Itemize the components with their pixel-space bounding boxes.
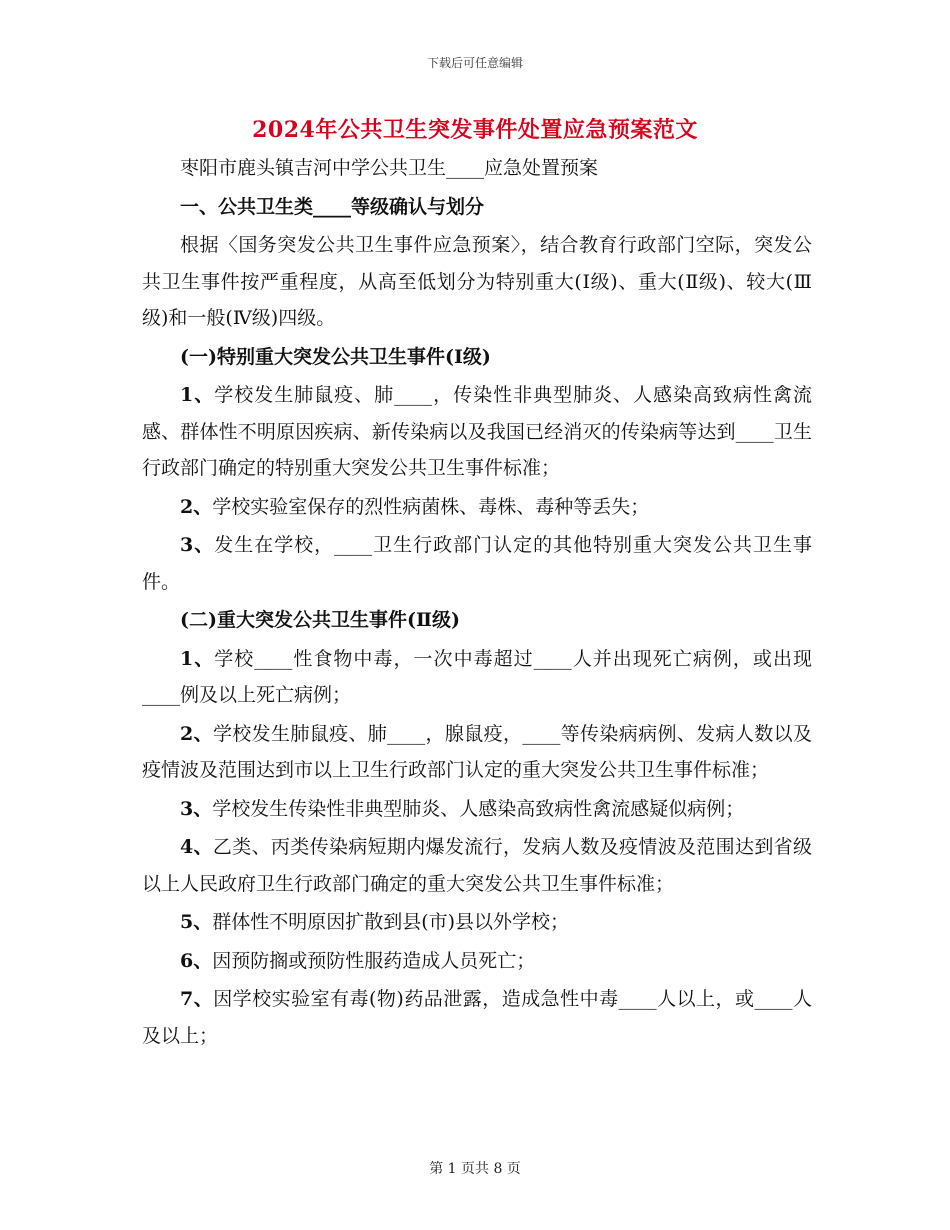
list-item-number: 6、 — [180, 949, 213, 972]
document-title: 2024年公共卫生突发事件处置应急预案范文 — [252, 117, 698, 143]
subsection-heading-1: (一)特别重大突发公共卫生事件(Ⅰ级) — [180, 345, 491, 368]
list-item — [142, 791, 812, 828]
list-item-number: 3、 — [180, 797, 213, 820]
list-item-text: 乙类、丙类传染病短期内爆发流行，发病人数及疫情波及范围达到省级以上人民政府卫生行政部门确定的重大突发公共卫生事件标准； — [142, 836, 812, 895]
list-item-text: 学校发生肺鼠疫、肺____，腺鼠疫，____等传染病病例、发病人数以及疫情波及范围达到市以上卫生行政部门认定的重大突发公共卫生事件标准； — [142, 722, 812, 781]
list-item-text: 学校发生传染性非典型肺炎、人感染高致病性禽流感疑似病例； — [212, 797, 745, 820]
list-item — [142, 943, 812, 980]
list-item-number: 1、 — [180, 647, 215, 670]
list-item-number: 7、 — [180, 988, 214, 1010]
section-heading-1: 一、公共卫生类____等级确认与划分 — [180, 195, 485, 218]
paragraph-basis: 根据〈国务突发公共卫生事件应急预案〉，结合教育行政部门空际，突发公共卫生事件按严重程度，从高至低划分为特别重大(Ⅰ级)、重大(Ⅱ级)、较大(Ⅲ级)和一般(Ⅳ级)四级。 — [142, 234, 812, 329]
list-item-number: 2、 — [180, 495, 213, 518]
list-item — [142, 981, 812, 1054]
list-item-number: 3、 — [180, 534, 215, 556]
list-item-number: 5、 — [180, 911, 213, 933]
list-item-number: 1、 — [180, 384, 215, 406]
list-item — [142, 641, 812, 714]
subsection-heading-2: (二)重大突发公共卫生事件(Ⅱ级) — [180, 609, 460, 631]
page-header: 下载后可任意编辑 — [426, 56, 523, 70]
list-item-number: 4、 — [180, 836, 213, 858]
list-item — [142, 489, 812, 526]
list-item-text: 学校发生肺鼠疫、肺____，传染性非典型肺炎、人感染高致病性禽流感、群体性不明原因疾病、新传染病以及我国已经消灭的传染病等达到____卫生行政部门确定的特别重大突发公共卫生事件标准； — [142, 384, 812, 479]
list-item-number: 2、 — [180, 722, 213, 745]
document-body — [142, 150, 812, 1056]
list-item — [142, 527, 812, 600]
list-item — [142, 904, 812, 941]
page-footer: 第 1 页共 8 页 — [429, 1161, 521, 1177]
list-item-text: 因预防搁或预防性服药造成人员死亡； — [212, 949, 536, 972]
paragraph-intro: 枣阳市鹿头镇吉河中学公共卫生____应急处置预案 — [180, 157, 599, 179]
list-item — [142, 377, 812, 487]
list-item-text: 发生在学校，____卫生行政部门认定的其他特别重大突发公共卫生事件。 — [142, 534, 812, 593]
list-item-text: 群体性不明原因扩散到县(市)县以外学校； — [212, 911, 570, 933]
list-item — [142, 716, 812, 789]
list-item-text: 学校____性食物中毒，一次中毒超过____人并出现死亡病例，或出现____例及以上死亡病例； — [142, 647, 812, 706]
list-item-text: 因学校实验室有毒(物)药品泄露，造成急性中毒____人以上，或____人及以上； — [142, 988, 812, 1047]
list-item — [142, 829, 812, 902]
list-item-text: 学校实验室保存的烈性病菌株、毒株、毒种等丢失； — [212, 495, 650, 518]
